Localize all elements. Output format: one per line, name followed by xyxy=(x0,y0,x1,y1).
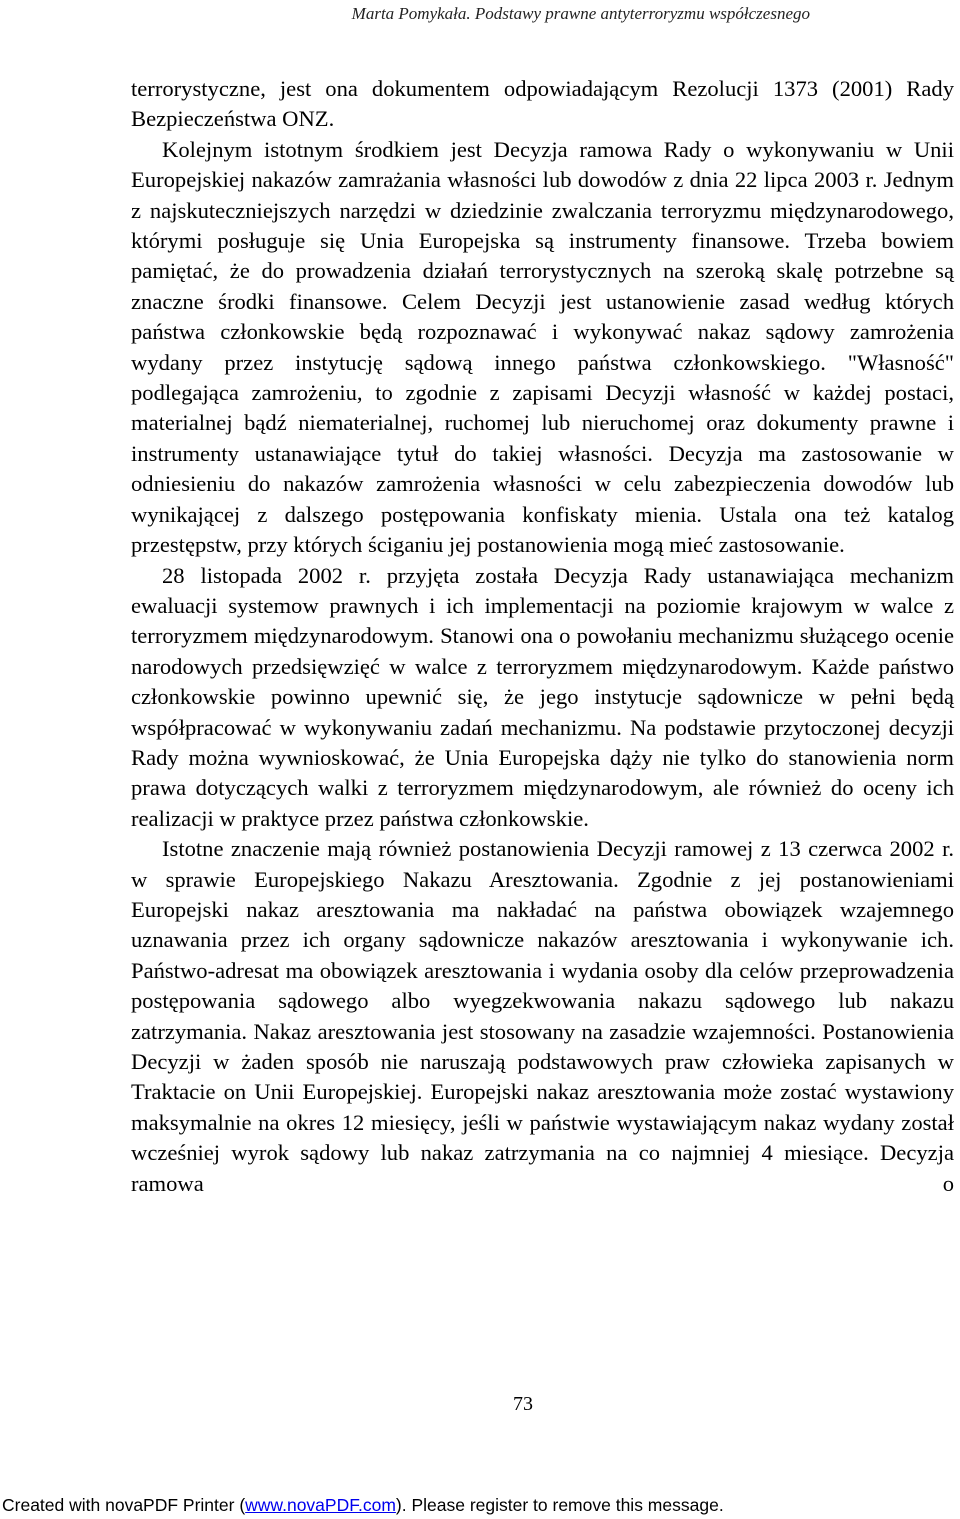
paragraph-2: Kolejnym istotnym środkiem jest Decyzja ramowa Rady o wykonywaniu w Unii Europejskiej nakazów zamrażania własności lub dowodów z dnia 22 lipca 2003 r. Jednym z najskuteczniejszych narzędzi w dziedzinie zwalczania terroryzmu międzynarodowego, którymi posługuje się Unia Europejska są instrumenty finansowe. Trzeba bowiem pamiętać, że do prowadzenia działań terrorystycznych na szeroką skalę potrzebne są znaczne środki finansowe. Celem Decyzji jest ustanowienie zasad według których państwa członkowskie będą rozpoznawać i wykonywać nakaz sądowy zamrożenia wydany przez instytucję sądową innego państwa członkowskiego. "Własność" podlegająca zamrożeniu, to zgodnie z zapisami Decyzji własność w każdej postaci, materialnej bądź niematerialnej, ruchomej lub nieruchomej oraz dokumenty prawne i instrumenty ustanawiające tytuł do takiej własności. Decyzja ma zastosowanie w odniesieniu do nakazów zamrożenia własności w celu zabezpieczenia dowodów lub wynikającej z dalszego postępowania konfiskaty mienia. Ustala ona też katalog przestępstw, przy których ściganiu jej postanowienia mogą mieć zastosowanie. xyxy=(131,136,954,558)
paragraph-1: terrorystyczne, jest ona dokumentem odpowiadającym Rezolucji 1373 (2001) Rady Bezpieczeństwa ONZ. xyxy=(131,76,954,132)
banner-suffix: ). Please register to remove this message. xyxy=(395,1495,724,1515)
paragraph-3: 28 listopada 2002 r. przyjęta została Decyzja Rady ustanawiająca mechanizm ewaluacji systemow prawnych i ich implementacji na poziomie krajowym w walce z terroryzmem międzynarodowym. Stanowi ona o powołaniu mechanizmu służącego ocenie narodowych przedsięwzięć w walce z terroryzmem międzynarodowym. Każde państwo członkowskie powinno upewnić się, że jego instytucje sądownicze w pełni będą współpracować w wykonywaniu zadań mechanizmu. Na podstawie przytoczonej decyzji Rady można wywnioskować, że Unia Europejska dąży nie tylko do stanowienia norm prawa dotyczących walki z terroryzmem międzynarodowym, ale również do oceny ich realizacji w praktyce przez państwa członkowskie. xyxy=(131,562,954,831)
banner-prefix: Created with novaPDF Printer ( xyxy=(2,1495,246,1515)
document-body xyxy=(131,74,954,1199)
novapdf-link[interactable]: www.novaPDF.com xyxy=(245,1495,396,1515)
paragraph-4: Istotne znaczenie mają również postanowienia Decyzji ramowej z 13 czerwca 2002 r. w sprawie Europejskiego Nakazu Aresztowania. Zgodnie z jej postanowieniami Europejski nakaz aresztowania ma nakładać na państwa obowiązek wzajemnego uznawania przez ich organy sądownicze nakazów aresztowania i wykonywanie ich. Państwo-adresat ma obowiązek aresztowania i wydania osoby dla celów przeprowadzenia postępowania sądowego albo wyegzekwowania nakazu sądowego lub nakazu zatrzymania. Nakaz aresztowania jest stosowany na zasadzie wzajemności. Postanowienia Decyzji w żaden sposób nie naruszają podstawowych praw człowieka zapisanych w Traktacie on Unii Europejskiej. Europejski nakaz aresztowania może zostać wystawiony maksymalnie na okres 12 miesięcy, jeśli w państwie wystawiającym nakaz wydany został wcześniej wyrok sądowy lub nakaz zatrzymania na co najmniej 4 miesiące. Decyzja ramowa o xyxy=(131,836,954,1196)
running-header: Marta Pomykała. Podstawy prawne antyterroryzmu współczesnego xyxy=(351,4,810,23)
novapdf-watermark-banner xyxy=(2,1495,724,1516)
page-number: 73 xyxy=(513,1393,533,1415)
